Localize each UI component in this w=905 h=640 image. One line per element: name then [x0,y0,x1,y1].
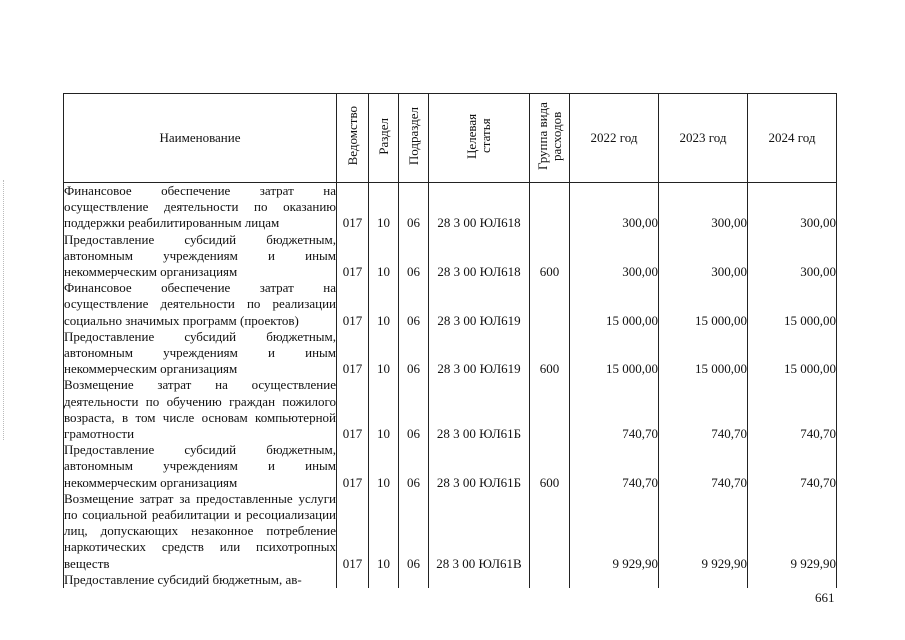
budget-table [63,93,837,588]
header-expense-group: Группа вида расходов [530,94,570,183]
header-subsection: Подраздел [399,94,429,183]
table-row: Предоставление субсидий бюджетным, автономным учреждениям и иным некоммерческим организациям 017 10 06 28 3 00 ЮЛ61Б 600 740,70 740,70 740,70 [64,442,836,490]
table-row: Финансовое обеспечение затрат на осуществление деятельности по оказанию поддержки реабилитированным лицам 017 10 06 28 3 00 ЮЛ618 300,00 300,00 300,00 [64,183,836,231]
table-row: Возмещение затрат за предоставленные услуги по социальной реабилитации и ресоциализации лиц, допускающих незаконное потребление наркотических средств или психотропных веществ 017 10 06 28 3 00 ЮЛ61В 9 929,90 9 929,90 9 929,90 [64,490,836,571]
header-section: Раздел [369,94,399,183]
table-row: Предоставление субсидий бюджетным, автономным учреждениям и иным некоммерческим организациям 017 10 06 28 3 00 ЮЛ618 600 300,00 300,00 300,00 [64,231,836,280]
page-number: 661 [815,590,835,605]
header-2023: 2023 год [659,94,748,183]
header-target: Целевая статья [429,94,530,183]
table-row-truncated: Предоставление субсидий бюджетным, ав- [64,572,837,588]
header-2022: 2022 год [570,94,659,183]
header-name: Наименование [64,94,337,183]
table-header-row [64,94,837,183]
header-dept: Ведомство [337,94,369,183]
table-row: Финансовое обеспечение затрат на осуществление деятельности по реализации социально значимых программ (проектов) 017 10 06 28 3 00 ЮЛ619 15 000,00 15 000,00 15 000,00 [64,280,836,328]
table-row: Предоставление субсидий бюджетным, автономным учреждениям и иным некоммерческим организациям 017 10 06 28 3 00 ЮЛ619 600 15 000,00 15 000,00 15 000,00 [64,328,836,377]
scan-margin-dots [3,180,5,440]
table-row: Возмещение затрат на осуществление деятельности по обучению граждан пожилого возраста, в том числе основам компьютерной грамотности 017 10 06 28 3 00 ЮЛ61Б 740,70 740,70 740,70 [64,377,836,442]
header-2024: 2024 год [748,94,837,183]
